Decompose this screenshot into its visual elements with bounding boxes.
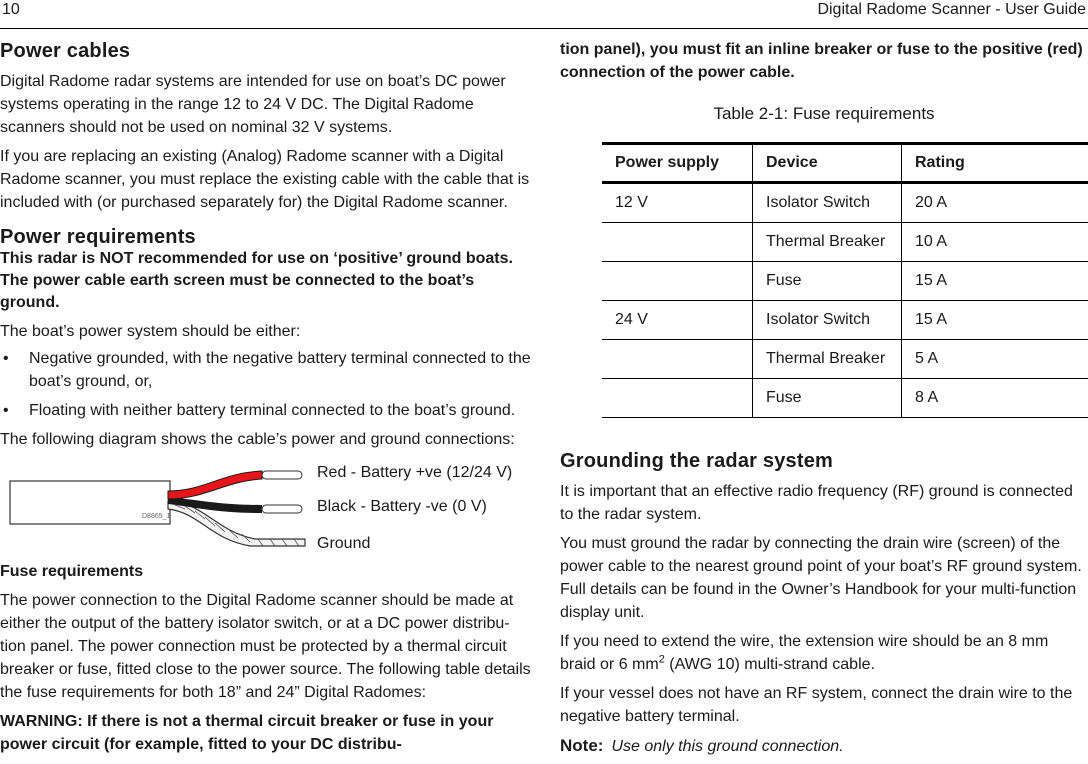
power-requirements-heading: Power requirements [0,226,196,248]
table-row [602,262,1088,301]
table-cell: 12 V [602,183,753,223]
grounding-paragraph-3 [560,630,1088,676]
positive-ground-warning: This radar is NOT recommended for use on ‘positive’ ground boats. The power cable earth screen must be connected to the boat’s ground. [0,250,513,311]
table-cell [602,340,753,379]
power-cable-diagram [0,451,532,561]
left-column [0,38,532,756]
diagram-intro: The following diagram shows the cable’s power and ground connections: [0,431,515,448]
list-item: • Floating with neither battery terminal connected to the boat’s ground. [0,399,532,422]
table-caption: Table 2-1: Fuse requirements [713,104,935,123]
power-system-list [0,347,532,422]
table-row [602,340,1088,379]
grounding-paragraph-2: You must ground the radar by connecting the drain wire (screen) of the power cable to the nearest ground point of your boat’s RF ground system. Full details can be found in the Owner’s Handbook for your multi-function display unit. [560,535,1082,621]
table-row [602,379,1088,418]
grounding-paragraph-4: If your vessel does not have an RF system, connect the drain wire to the negative battery terminal. [560,685,1073,725]
header-rule [0,28,1088,29]
page-number: 10 [2,1,20,18]
superscript: 2 [658,653,665,666]
breaker-warning-part-1: WARNING: If there is not a thermal circuit breaker or fuse in your power circuit (for example, fitted to your DC distribu- [0,713,494,753]
table-cell: Isolator Switch [753,301,902,340]
table-header-row [602,144,1088,183]
black-wire-tip [262,505,302,513]
right-column [560,38,1088,758]
table-cell: 24 V [602,301,753,340]
table-cell [602,262,753,301]
table-row [602,183,1088,223]
black-wire-label: Black - Battery -ve (0 V) [317,498,487,515]
fuse-requirements-heading: Fuse requirements [0,563,144,580]
ground-label: Ground [317,535,371,552]
table-cell: 8 A [902,379,1088,418]
table-cell: Isolator Switch [753,183,902,223]
grounding-paragraph-1: It is important that an effective radio frequency (RF) ground is connected to the radar system. [560,483,1073,523]
power-cables-paragraph-1: Digital Radome radar systems are intended for use on boat’s DC power systems operating in the range 12 to 24 V DC. The Digital Radome scanners should not be used on nominal 32 V systems. [0,73,506,136]
table-cell: Thermal Breaker [753,340,902,379]
note-text: Use only this ground connection. [611,738,844,755]
red-wire-tip [262,471,302,479]
power-cables-heading: Power cables [0,40,131,62]
table-cell: Fuse [753,262,902,301]
paragraph-text: (AWG 10) multi-strand cable. [664,656,875,673]
table-row [602,301,1088,340]
note-label: Note: [560,736,604,755]
table-cell: Fuse [753,379,902,418]
table-row [602,223,1088,262]
table-cell [602,379,753,418]
red-wire-label: Red - Battery +ve (12/24 V) [317,464,513,481]
table-cell [602,223,753,262]
note [560,734,1088,758]
document-title: Digital Radome Scanner - User Guide [817,1,1086,18]
table-cell: 20 A [902,183,1088,223]
fuse-requirements-table [602,142,1088,418]
red-wire [168,471,262,499]
power-cables-paragraph-2: If you are replacing an existing (Analog) Radome scanner with a Digital Radome scanner, you must replace the existing cable with the cable that is included with (or purchased separately for) the Digital Radome scanner. [0,148,530,211]
diagram-code: D8865_1 [142,513,171,520]
table-cell: 15 A [902,301,1088,340]
fuse-requirements-paragraph: The power connection to the Digital Radome scanner should be made at either the output of the battery isolator switch, or at a DC power distribu-tion panel. The power connection must be protected by a thermal circuit breaker or fuse, fitted close to the power source. The following table details the fuse requirements for both 18” and 24” Digital Radomes: [0,592,531,701]
table-cell: Thermal Breaker [753,223,902,262]
column-header: Power supply [602,144,753,183]
list-item: • Negative grounded, with the negative battery terminal connected to the boat’s ground, or, [0,347,532,393]
table-cell: 15 A [902,262,1088,301]
paragraph-text: If you need to extend the wire, the extension wire should be an 8 mm braid or 6 mm [560,633,1049,673]
power-system-intro: The boat’s power system should be either: [0,323,301,340]
column-header: Device [753,144,902,183]
grounding-heading: Grounding the radar system [560,450,834,472]
table-cell: 10 A [902,223,1088,262]
table-cell: 5 A [902,340,1088,379]
breaker-warning-part-2: tion panel), you must fit an inline breaker or fuse to the positive (red) connection of the power cable. [560,41,1083,81]
column-header: Rating [902,144,1088,183]
